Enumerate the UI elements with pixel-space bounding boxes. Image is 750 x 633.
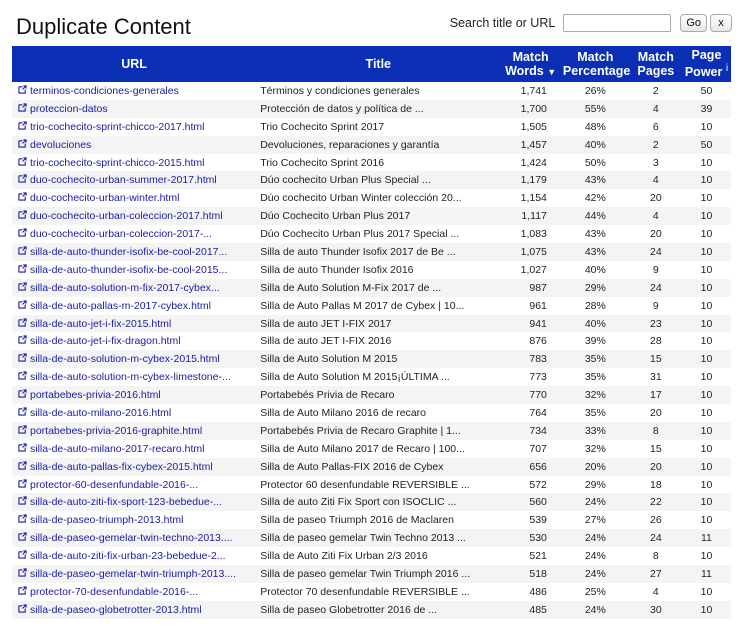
url-cell	[12, 583, 256, 601]
match-words-cell: 560	[529, 496, 547, 509]
match-words-cell: 486	[529, 585, 547, 598]
url-cell	[12, 422, 256, 440]
page-power-cell: 10	[700, 281, 713, 294]
title-cell: Silla de Auto Solution M-Fix 2017 de ...	[260, 281, 442, 294]
url-link[interactable]: silla-de-paseo-gemelar-twin-triumph-2013....	[30, 567, 237, 580]
match-words-cell: 1,741	[520, 84, 547, 97]
info-icon[interactable]: i	[725, 63, 729, 75]
match-pages-cell: 4	[652, 174, 659, 187]
match-percentage-cell: 24%	[584, 532, 606, 545]
match-words-cell: 1,027	[520, 263, 547, 276]
match-pages-cell: 31	[649, 371, 662, 384]
url-cell	[12, 171, 256, 189]
url-cell	[12, 279, 256, 297]
title-cell: Dúo Cochecito Urban Plus 2017	[260, 210, 411, 223]
match-words-cell: 572	[529, 478, 547, 491]
title-cell: Dúo Cochecito Urban Plus 2017 Special ...	[260, 228, 460, 241]
page-power-cell: 10	[700, 335, 713, 348]
url-link[interactable]: silla-de-auto-milano-2016.html	[30, 406, 172, 419]
match-pages-cell: 2	[652, 84, 659, 97]
page-power-cell: 10	[700, 317, 713, 330]
url-cell	[12, 511, 256, 529]
match-pages-cell: 20	[649, 460, 662, 473]
url-cell	[12, 440, 256, 458]
match-pages-cell: 24	[649, 532, 662, 545]
match-words-cell: 530	[529, 532, 547, 545]
table-row	[12, 350, 731, 368]
title-cell: Protector 70 desenfundable REVERSIBLE ...	[260, 585, 470, 598]
title-cell: Trio Cochecito Sprint 2016	[260, 156, 385, 169]
table-row	[12, 207, 731, 225]
match-pages-cell: 6	[652, 120, 659, 133]
match-percentage-cell: 29%	[584, 281, 606, 294]
url-link[interactable]: trio-cochecito-sprint-chicco-2015.html	[30, 156, 205, 169]
page-power-cell: 10	[700, 174, 713, 187]
url-link[interactable]: trio-cochecito-sprint-chicco-2017.html	[30, 120, 205, 133]
match-pages-cell: 2	[652, 138, 659, 151]
column-header-url[interactable]: URL	[121, 57, 147, 71]
url-cell	[12, 386, 256, 404]
column-header-match-pages[interactable]: Match Pages	[637, 50, 675, 78]
match-pages-cell: 15	[649, 442, 662, 455]
search-bar	[450, 14, 732, 32]
sort-descending-icon: ▼	[547, 66, 557, 77]
page-power-cell: 50	[700, 138, 713, 151]
match-percentage-cell: 43%	[584, 174, 606, 187]
title-cell: Devoluciones, reparaciones y garantía	[260, 138, 440, 151]
match-pages-cell: 20	[649, 192, 662, 205]
url-link[interactable]: silla-de-auto-milano-2017-recaro.html	[30, 442, 205, 455]
match-words-cell: 876	[529, 335, 547, 348]
match-words-cell: 783	[529, 353, 547, 366]
table-row	[12, 404, 731, 422]
title-cell: Protección de datos y política de ...	[260, 102, 424, 115]
page-power-cell: 10	[700, 603, 713, 616]
match-percentage-cell: 25%	[584, 585, 606, 598]
match-percentage-cell: 43%	[584, 228, 606, 241]
external-link-icon[interactable]	[18, 157, 30, 169]
match-percentage-cell: 33%	[584, 424, 606, 437]
match-pages-cell: 20	[649, 406, 662, 419]
match-words-cell: 1,424	[520, 156, 547, 169]
url-link[interactable]: silla-de-auto-pallas-fix-cybex-2015.html	[30, 460, 213, 473]
table-row	[12, 189, 731, 207]
match-percentage-cell: 24%	[584, 496, 606, 509]
url-link[interactable]: portabebes-privia-2016-graphite.html	[30, 424, 203, 437]
match-words-cell: 707	[529, 442, 547, 455]
page-power-cell: 10	[700, 156, 713, 169]
url-cell	[12, 118, 256, 136]
page-power-cell: 39	[700, 102, 713, 115]
external-link-icon[interactable]	[18, 425, 30, 437]
title-cell: Portabebés Privia de Recaro	[260, 389, 395, 402]
external-link-icon[interactable]	[18, 514, 30, 526]
match-pages-cell: 30	[649, 603, 662, 616]
match-pages-cell: 22	[649, 496, 662, 509]
url-cell	[12, 476, 256, 494]
match-percentage-cell: 50%	[584, 156, 606, 169]
page-power-cell: 10	[700, 389, 713, 402]
table-row	[12, 565, 731, 583]
url-cell	[12, 207, 256, 225]
table-row	[12, 511, 731, 529]
url-link[interactable]: silla-de-auto-solution-m-cybex-limestone-...	[30, 371, 231, 384]
match-words-cell: 539	[529, 514, 547, 527]
match-percentage-cell: 28%	[584, 299, 606, 312]
url-link[interactable]: silla-de-paseo-gemelar-twin-techno-2013....	[30, 532, 233, 545]
match-percentage-cell: 39%	[584, 335, 606, 348]
match-words-cell: 485	[529, 603, 547, 616]
match-percentage-cell: 35%	[584, 406, 606, 419]
table-row	[12, 547, 731, 565]
match-words-cell: 1,075	[520, 245, 547, 258]
url-link[interactable]: duo-cochecito-urban-coleccion-2017-...	[30, 228, 213, 241]
page-power-cell: 10	[700, 478, 713, 491]
column-header-match-percentage[interactable]: Match Percentage	[562, 50, 631, 78]
page-power-cell: 10	[700, 263, 713, 276]
title-cell: Dúo cochecito Urban Plus Special ...	[260, 174, 431, 187]
match-percentage-cell: 26%	[584, 84, 606, 97]
match-pages-cell: 23	[649, 317, 662, 330]
page-power-cell: 10	[700, 585, 713, 598]
url-link[interactable]: portabebes-privia-2016.html	[30, 389, 161, 402]
match-words-cell: 1,154	[520, 192, 547, 205]
url-cell	[12, 350, 256, 368]
match-pages-cell: 24	[649, 281, 662, 294]
match-pages-cell: 20	[649, 228, 662, 241]
title-cell: Silla de auto Thunder Isofix 2016	[260, 263, 414, 276]
match-words-cell: 961	[529, 299, 547, 312]
match-pages-cell: 28	[649, 335, 662, 348]
url-link[interactable]: duo-cochecito-urban-summer-2017.html	[30, 174, 217, 187]
url-link[interactable]: silla-de-auto-solution-m-fix-2017-cybex...	[30, 281, 220, 294]
search-label: Search title or URL	[449, 16, 556, 30]
table-row	[12, 225, 731, 243]
match-percentage-cell: 24%	[584, 550, 606, 563]
page-power-cell: 50	[700, 84, 713, 97]
table-header-row	[12, 46, 731, 82]
url-link[interactable]: silla-de-paseo-triumph-2013.html	[30, 514, 184, 527]
url-cell	[12, 100, 256, 118]
table-row	[12, 279, 731, 297]
url-link[interactable]: protector-70-desenfundable-2016-...	[30, 585, 199, 598]
url-cell	[12, 601, 256, 619]
page-power-cell: 10	[700, 120, 713, 133]
url-link[interactable]: silla-de-auto-jet-i-fix-dragon.html	[30, 335, 181, 348]
table-row	[12, 315, 731, 333]
table-row	[12, 154, 731, 172]
url-link[interactable]: silla-de-auto-solution-m-cybex-2015.html	[30, 353, 220, 366]
external-link-icon[interactable]	[18, 353, 30, 365]
match-pages-cell: 15	[649, 353, 662, 366]
match-words-cell: 521	[529, 550, 547, 563]
match-pages-cell: 8	[652, 424, 659, 437]
external-link-icon[interactable]	[18, 335, 30, 347]
title-cell: Silla de auto Ziti Fix Sport con ISOCLIC ...	[260, 496, 457, 509]
table-row	[12, 100, 731, 118]
match-pages-cell: 9	[652, 299, 659, 312]
match-percentage-cell: 24%	[584, 567, 606, 580]
external-link-icon[interactable]	[18, 246, 30, 258]
page-power-cell: 10	[700, 371, 713, 384]
page-power-cell: 10	[700, 210, 713, 223]
url-cell	[12, 136, 256, 154]
url-cell	[12, 82, 256, 100]
column-header-match-words[interactable]: Match Words ▼	[505, 49, 557, 78]
external-link-icon[interactable]	[18, 371, 30, 383]
title-cell: Silla de Auto Milano 2017 de Recaro | 100...	[260, 442, 465, 455]
title-cell: Términos y condiciones generales	[260, 84, 420, 97]
table-row	[12, 118, 731, 136]
external-link-icon[interactable]	[18, 103, 30, 115]
url-link[interactable]: terminos-condiciones-generales	[30, 84, 179, 97]
url-link[interactable]: devoluciones	[30, 138, 92, 151]
external-link-icon[interactable]	[18, 318, 30, 330]
url-cell	[12, 332, 256, 350]
page-power-cell: 10	[700, 353, 713, 366]
match-words-cell: 1,700	[520, 102, 547, 115]
url-link[interactable]: silla-de-auto-pallas-m-2017-cybex.html	[30, 299, 211, 312]
url-link[interactable]: protector-60-desenfundable-2016-...	[30, 478, 199, 491]
table-row	[12, 368, 731, 386]
title-cell: Silla de auto JET I-FIX 2017	[260, 317, 392, 330]
match-percentage-cell: 55%	[584, 102, 606, 115]
match-percentage-cell: 40%	[584, 263, 606, 276]
url-link[interactable]: silla-de-paseo-globetrotter-2013.html	[30, 603, 202, 616]
url-cell	[12, 189, 256, 207]
title-cell: Portabebés Privia de Recaro Graphite | 1...	[260, 424, 461, 437]
match-words-cell: 1,117	[521, 210, 547, 223]
page-power-cell: 10	[700, 550, 713, 563]
external-link-icon[interactable]	[18, 443, 30, 455]
external-link-icon[interactable]	[18, 550, 30, 562]
match-pages-cell: 4	[652, 585, 659, 598]
match-pages-cell: 17	[649, 389, 662, 402]
match-percentage-cell: 35%	[584, 371, 606, 384]
match-percentage-cell: 32%	[584, 442, 606, 455]
external-link-icon[interactable]	[18, 461, 30, 473]
external-link-icon[interactable]	[18, 264, 30, 276]
url-cell	[12, 154, 256, 172]
url-link[interactable]: duo-cochecito-urban-coleccion-2017.html	[30, 210, 223, 223]
title-cell: Silla de paseo gemelar Twin Techno 2013 ...	[260, 532, 466, 545]
external-link-icon[interactable]	[18, 192, 30, 204]
match-percentage-cell: 27%	[584, 514, 606, 527]
external-link-icon[interactable]	[18, 121, 30, 133]
table-row	[12, 82, 731, 100]
page-power-cell: 10	[700, 192, 713, 205]
external-link-icon[interactable]	[18, 586, 30, 598]
page-power-cell: 11	[701, 567, 712, 580]
external-link-icon[interactable]	[18, 407, 30, 419]
match-pages-cell: 27	[649, 567, 662, 580]
table-row	[12, 583, 731, 601]
match-words-cell: 1,505	[520, 120, 547, 133]
match-pages-cell: 3	[652, 156, 659, 169]
external-link-icon[interactable]	[18, 479, 30, 491]
page-power-cell: 10	[700, 514, 713, 527]
url-link[interactable]: silla-de-auto-thunder-isofix-be-cool-2017...	[30, 245, 228, 258]
page-power-cell: 10	[700, 496, 713, 509]
match-percentage-cell: 43%	[584, 245, 606, 258]
table-row	[12, 171, 731, 189]
duplicate-content-table	[12, 46, 731, 619]
external-link-icon[interactable]	[18, 85, 30, 97]
page-power-cell: 10	[700, 406, 713, 419]
table-row	[12, 332, 731, 350]
page-power-cell: 10	[700, 299, 713, 312]
match-percentage-cell: 24%	[584, 603, 606, 616]
title-cell: Silla de Auto Solution M 2015¡ÚLTIMA ...	[260, 371, 450, 384]
match-percentage-cell: 40%	[584, 138, 606, 151]
title-cell: Silla de paseo Globetrotter 2016 de ...	[260, 603, 438, 616]
url-link[interactable]: silla-de-auto-jet-i-fix-2015.html	[30, 317, 172, 330]
title-cell: Silla de auto JET I-FIX 2016	[260, 335, 392, 348]
page-power-cell: 10	[700, 442, 713, 455]
column-header-title[interactable]: Title	[365, 57, 392, 71]
match-pages-cell: 24	[649, 245, 662, 258]
url-link[interactable]: proteccion-datos	[30, 102, 108, 115]
page-power-cell: 10	[700, 424, 713, 437]
external-link-icon[interactable]	[18, 496, 30, 508]
external-link-icon[interactable]	[18, 300, 30, 312]
match-percentage-cell: 44%	[584, 210, 606, 223]
table-row	[12, 422, 731, 440]
table-row	[12, 136, 731, 154]
match-percentage-cell: 40%	[584, 317, 606, 330]
table-row	[12, 243, 731, 261]
title-cell: Silla de paseo Triumph 2016 de Maclaren	[260, 514, 454, 527]
match-words-cell: 734	[529, 424, 547, 437]
url-cell	[12, 315, 256, 333]
match-words-cell: 1,457	[520, 138, 547, 151]
url-cell	[12, 243, 256, 261]
title-cell: Dúo cochecito Urban Winter colección 20...	[260, 192, 462, 205]
url-cell	[12, 225, 256, 243]
match-pages-cell: 26	[649, 514, 662, 527]
title-cell: Protector 60 desenfundable REVERSIBLE ...	[260, 478, 470, 491]
match-words-cell: 518	[529, 567, 547, 580]
match-pages-cell: 4	[652, 102, 659, 115]
url-cell	[12, 458, 256, 476]
match-pages-cell: 18	[649, 478, 662, 491]
page-title: Duplicate Content	[16, 14, 191, 39]
table-row	[12, 529, 731, 547]
external-link-icon[interactable]	[18, 139, 30, 151]
search-input[interactable]	[563, 14, 671, 32]
table-row	[12, 261, 731, 279]
url-link[interactable]: duo-cochecito-urban-winter.html	[30, 192, 180, 205]
match-words-cell: 773	[529, 371, 547, 384]
url-link[interactable]: silla-de-auto-ziti-fix-sport-123-bebedue-...	[30, 496, 222, 509]
external-link-icon[interactable]	[18, 389, 30, 401]
url-cell	[12, 404, 256, 422]
title-cell: Trio Cochecito Sprint 2017	[260, 120, 385, 133]
url-cell	[12, 368, 256, 386]
match-percentage-cell: 20%	[584, 460, 606, 473]
url-cell	[12, 547, 256, 565]
match-words-cell: 764	[529, 406, 547, 419]
table-row	[12, 297, 731, 315]
external-link-icon[interactable]	[18, 174, 30, 186]
match-words-cell: 941	[529, 317, 547, 330]
match-words-cell: 1,179	[520, 174, 547, 187]
title-cell: Silla de Auto Solution M 2015	[260, 353, 398, 366]
match-percentage-cell: 42%	[584, 192, 606, 205]
external-link-icon[interactable]	[18, 604, 30, 616]
match-pages-cell: 8	[652, 550, 659, 563]
title-cell: Silla de Auto Milano 2016 de recaro	[260, 406, 426, 419]
title-cell: Silla de Auto Pallas-FIX 2016 de Cybex	[260, 460, 444, 473]
page-power-cell: 11	[701, 532, 712, 545]
go-button[interactable]: Go	[680, 14, 707, 32]
page-power-cell: 10	[700, 460, 713, 473]
title-cell: Silla de Auto Ziti Fix Urban 2/3 2016	[260, 550, 428, 563]
match-words-cell: 656	[529, 460, 547, 473]
external-link-icon[interactable]	[18, 568, 30, 580]
page-power-cell: 10	[700, 228, 713, 241]
url-link[interactable]: silla-de-auto-thunder-isofix-be-cool-2015...	[30, 263, 228, 276]
table-row	[12, 476, 731, 494]
url-cell	[12, 261, 256, 279]
external-link-icon[interactable]	[18, 210, 30, 222]
table-row	[12, 493, 731, 511]
title-cell: Silla de auto Thunder Isofix 2017 de Be ...	[260, 245, 456, 258]
url-cell	[12, 529, 256, 547]
match-words-cell: 987	[529, 281, 547, 294]
match-percentage-cell: 35%	[584, 353, 606, 366]
external-link-icon[interactable]	[18, 228, 30, 240]
table-row	[12, 601, 731, 619]
url-link[interactable]: silla-de-auto-ziti-fix-urban-23-bebedue-2...	[30, 550, 226, 563]
match-pages-cell: 9	[652, 263, 659, 276]
match-words-cell: 770	[529, 389, 547, 402]
column-header-page-power[interactable]: Page Power $^i$	[684, 48, 729, 80]
match-words-cell: 1,083	[520, 228, 547, 241]
url-cell	[12, 565, 256, 583]
title-cell: Silla de paseo gemelar Twin Triumph 2016 ...	[260, 567, 471, 580]
match-pages-cell: 4	[652, 210, 659, 223]
title-cell: Silla de Auto Pallas M 2017 de Cybex | 10...	[260, 299, 465, 312]
external-link-icon[interactable]	[18, 282, 30, 294]
match-percentage-cell: 48%	[584, 120, 606, 133]
match-percentage-cell: 32%	[584, 389, 606, 402]
table-row	[12, 386, 731, 404]
table-row	[12, 458, 731, 476]
page-power-cell: 10	[700, 245, 713, 258]
match-percentage-cell: 29%	[584, 478, 606, 491]
table-row	[12, 440, 731, 458]
url-cell	[12, 297, 256, 315]
url-cell	[12, 493, 256, 511]
external-link-icon[interactable]	[18, 532, 30, 544]
clear-search-button[interactable]: x	[710, 14, 732, 32]
